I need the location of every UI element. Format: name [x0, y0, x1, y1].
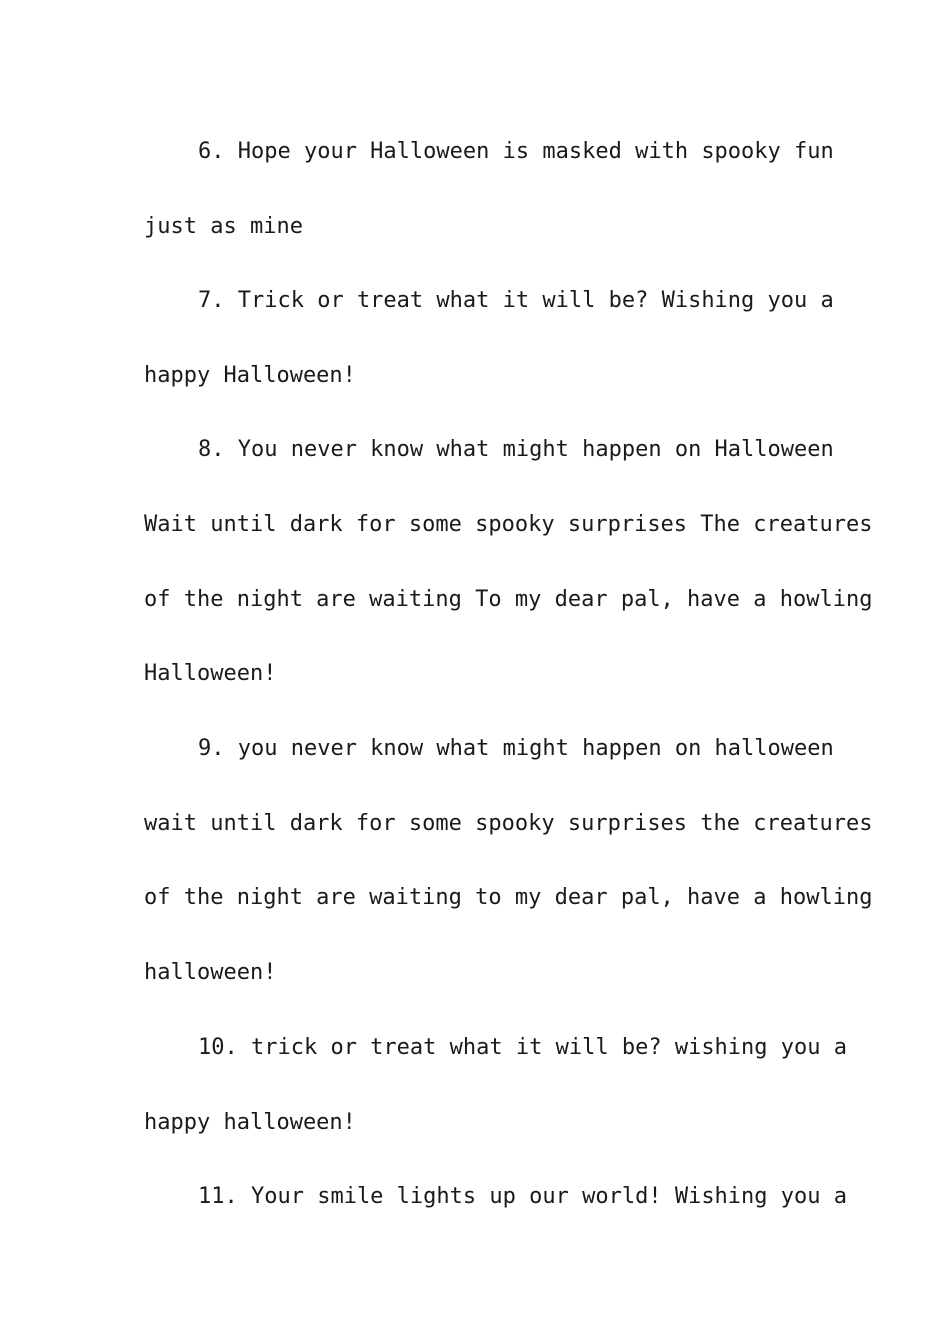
item-8-line-2: Wait until dark for some spooky surprises The creatures [144, 512, 873, 537]
item-8-line-3: of the night are waiting To my dear pal, have a howling [144, 587, 873, 612]
item-6-line-2: just as mine [144, 214, 303, 239]
item-9-line-1: 9. you never know what might happen on halloween [198, 736, 834, 761]
item-9-line-2: wait until dark for some spooky surprises the creatures [144, 811, 873, 836]
item-10-line-2: happy halloween! [144, 1110, 356, 1135]
item-9-line-4: halloween! [144, 960, 277, 985]
item-8-line-4: Halloween! [144, 661, 277, 686]
item-10-line-1: 10. trick or treat what it will be? wishing you a [198, 1035, 848, 1060]
item-7-line-2: happy Halloween! [144, 363, 356, 388]
item-8-line-1: 8. You never know what might happen on Halloween [198, 437, 834, 462]
item-9-line-3: of the night are waiting to my dear pal, have a howling [144, 885, 873, 910]
item-6-line-1: 6. Hope your Halloween is masked with spooky fun [198, 139, 834, 164]
item-7-line-1: 7. Trick or treat what it will be? Wishing you a [198, 288, 834, 313]
item-11-line-1: 11. Your smile lights up our world! Wishing you a [198, 1184, 848, 1209]
